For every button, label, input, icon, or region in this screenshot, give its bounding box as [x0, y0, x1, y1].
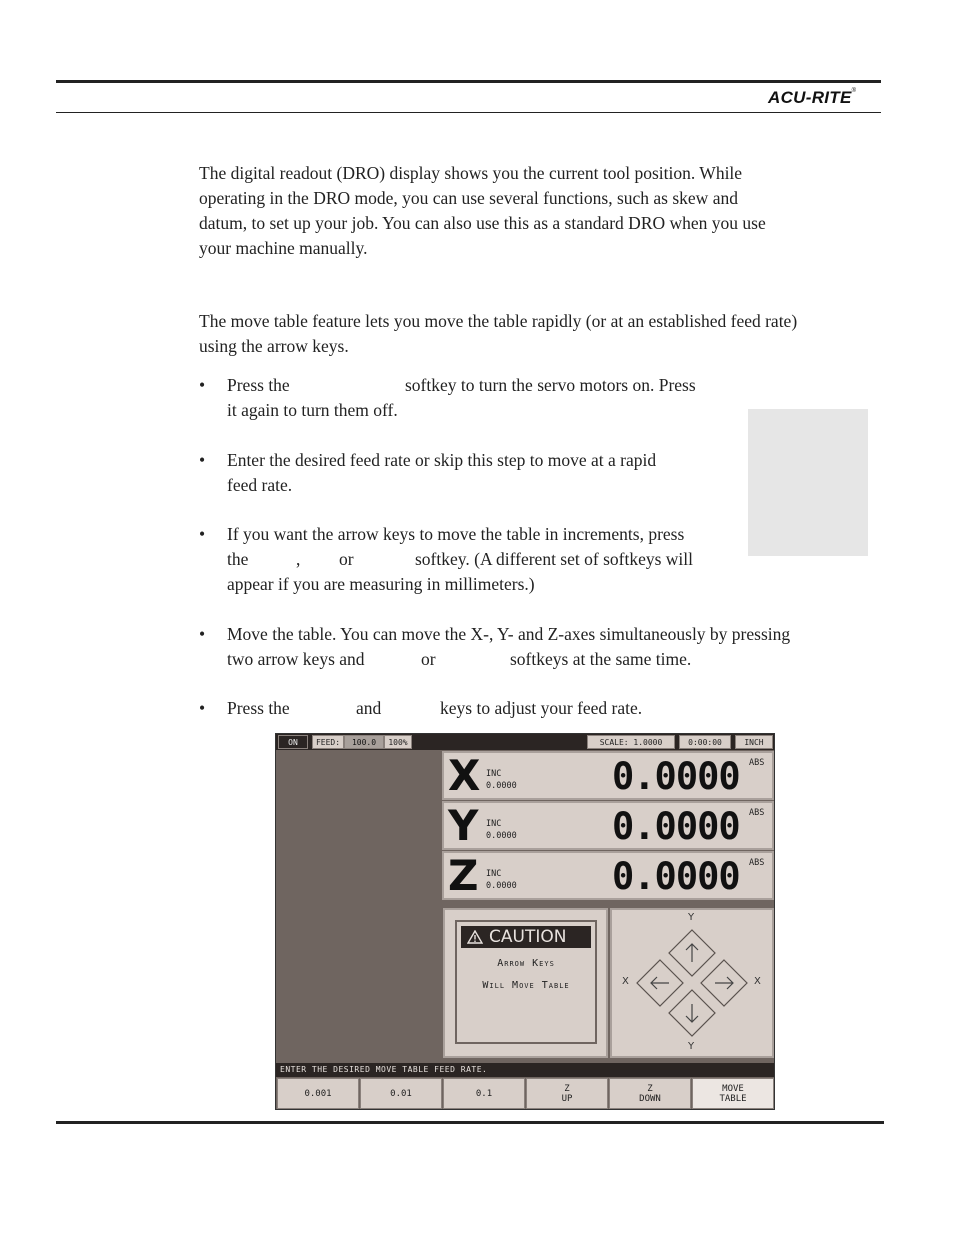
timer-readout: 0:00:00: [679, 735, 731, 749]
inc-readout: INC 0.0000: [486, 819, 517, 841]
dro-intro-line-2: operating in the DRO mode, you can use several functions, such as skew and: [199, 188, 738, 208]
y-minus-label: Y: [688, 1041, 695, 1052]
softkey-01[interactable]: 0.1: [443, 1078, 525, 1109]
axis-row-x: [442, 751, 774, 800]
x-plus-label: X: [754, 976, 761, 987]
dro-intro-line-3: datum, to set up your job. You can also use this as a standard DRO when you use: [199, 213, 766, 233]
axis-value: 0.0000: [612, 755, 740, 798]
softkey-0001[interactable]: 0.001: [277, 1078, 359, 1109]
inc-readout: INC 0.0000: [486, 869, 517, 891]
footer-rule: [56, 1121, 884, 1124]
units-readout: INCH: [735, 735, 773, 749]
brand-logo: ACU-RITE®: [768, 88, 857, 107]
axis-letter: Y: [448, 801, 479, 850]
caution-line-2: Will Move Table: [482, 980, 570, 991]
bullet-1: • Press the softkey to turn the servo motors on. Press it again to turn them off.: [199, 375, 696, 420]
axis-letter: Z: [448, 851, 479, 900]
arrow-diamond: [612, 910, 772, 1056]
dro-intro-line-4: your machine manually.: [199, 238, 368, 258]
sidebar-note-box: [748, 409, 868, 556]
feed-value: 100.0: [344, 735, 384, 749]
softkey-001[interactable]: 0.01: [360, 1078, 442, 1109]
bullet-3: • If you want the arrow keys to move the table in increments, press the , or softkey. (A different set of softkeys will appear if you are measuring in millimeters.): [199, 524, 694, 594]
status-bar: [276, 734, 774, 750]
abs-label: ABS: [749, 808, 765, 818]
move-intro-line-1: The move table feature lets you move the table rapidly (or at an established feed rate): [199, 311, 798, 331]
softkey-z-down[interactable]: Z DOWN: [609, 1078, 691, 1109]
caution-line-1: Arrow Keys: [497, 958, 555, 969]
servo-status: ON: [278, 735, 308, 749]
softkey-z-up[interactable]: Z UP: [526, 1078, 608, 1109]
softkey-move-table[interactable]: MOVE TABLE: [692, 1078, 774, 1109]
header-rule: [56, 80, 881, 83]
x-minus-label: X: [622, 976, 629, 987]
scale-readout: SCALE: 1.0000: [587, 735, 675, 749]
feed-label: FEED:: [312, 735, 344, 749]
axis-row-y: [442, 801, 774, 850]
abs-label: ABS: [749, 858, 765, 868]
message-bar: ENTER THE DESIRED MOVE TABLE FEED RATE.: [276, 1063, 774, 1077]
softkey-bar: [276, 1078, 774, 1109]
warning-icon: [467, 930, 483, 944]
header-rule-thin: [56, 112, 881, 113]
caution-panel: [443, 908, 608, 1058]
feed-percent: 100%: [384, 735, 412, 749]
bullet-4: • Move the table. You can move the X-, Y- and Z-axes simultaneously by pressing two arrow keys and or softkeys at the same time.: [199, 624, 791, 669]
left-panel: [276, 750, 442, 1063]
bullet-2: • Enter the desired feed rate or skip this step to move at a rapid feed rate.: [199, 450, 657, 495]
caution-header: CAUTION: [461, 926, 591, 948]
axis-row-z: [442, 851, 774, 900]
bullet-5: • Press the and keys to adjust your feed rate.: [199, 698, 643, 718]
arrow-key-panel: [610, 908, 774, 1058]
move-intro-line-2: using the arrow keys.: [199, 336, 349, 356]
abs-label: ABS: [749, 758, 765, 768]
inc-readout: INC 0.0000: [486, 769, 517, 791]
axis-letter: X: [448, 751, 481, 800]
y-plus-label: Y: [688, 912, 695, 923]
axis-value: 0.0000: [612, 855, 740, 898]
dro-intro-line-1: The digital readout (DRO) display shows you the current tool position. While: [199, 163, 743, 183]
axis-value: 0.0000: [612, 805, 740, 848]
dro-screen: [275, 733, 775, 1110]
